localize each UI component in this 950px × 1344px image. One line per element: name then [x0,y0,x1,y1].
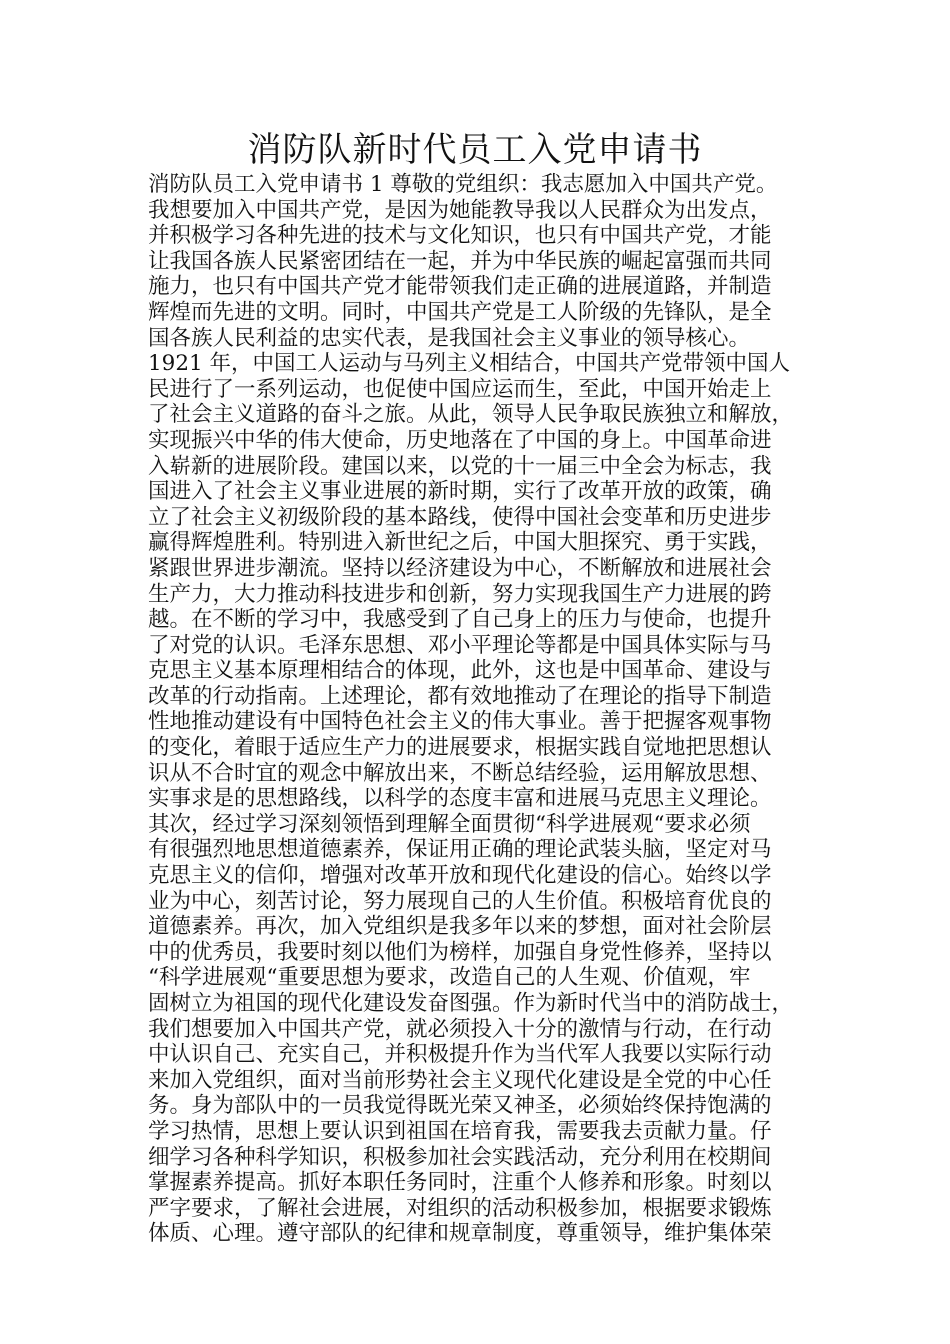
body-line: 立了社会主义初级阶段的基本路线，使得中国社会变革和历史进步 [148,504,772,530]
body-line: 学习热情，思想上要认识到祖国在培育我，需要我去贡献力量。仔 [148,1118,772,1144]
body-line: 生产力，大力推动科技进步和创新，努力实现我国生产力进展的跨 [148,581,772,607]
body-line: “科学进展观“重要思想为要求，改造自己的人生观、价值观，牢 [148,965,751,991]
body-line: 民进行了一系列运动，也促使中国应运而生，至此，中国开始走上 [148,376,772,402]
body-line: 让我国各族人民紧密团结在一起，并为中华民族的崛起富强而共同 [148,248,772,274]
body-line: 消防队员工入党申请书 1 尊敬的党组织：我志愿加入中国共产党。 [148,172,778,197]
body-line: 施力，也只有中国共产党才能带领我们走正确的进展道路，并制造 [148,274,772,300]
body-line: 紧跟世界进步潮流。坚持以经济建设为中心，不断解放和进展社会 [148,555,772,581]
body-line: 1921 年，中国工人运动与马列主义相结合，中国共产党带领中国人 [148,351,791,377]
body-line: 实现振兴中华的伟大使命，历史地落在了中国的身上。中国革命进 [148,427,772,453]
body-line: 识从不合时宜的观念中解放出来，不断总结经验，运用解放思想、 [148,760,772,786]
body-line: 来加入党组织，面对当前形势社会主义现代化建设是全党的中心任 [148,1067,772,1093]
body-line: 务。身为部队中的一员我觉得既光荣又神圣，必须始终保持饱满的 [148,1093,772,1119]
body-line: 掌握素养提高。抓好本职任务同时，注重个人修养和形象。时刻以 [148,1170,772,1196]
body-line: 国进入了社会主义事业进展的新时期，实行了改革开放的政策，确 [148,479,772,505]
body-line: 实事求是的思想路线，以科学的态度丰富和进展马克思主义理论。 [148,786,772,812]
body-line: 了对党的认识。毛泽东思想、邓小平理论等都是中国具体实际与马 [148,632,772,658]
body-line: 了社会主义道路的奋斗之旅。从此，领导人民争取民族独立和解放， [148,402,794,428]
body-line: 改革的行动指南。上述理论，都有效地推动了在理论的指导下制造 [148,683,772,709]
body-line: 严字要求，了解社会进展，对组织的活动积极参加，根据要求锻炼 [148,1195,772,1221]
body-line: 克思主义的信仰，增强对改革开放和现代化建设的信心。始终以学 [148,863,772,889]
body-line: 中的优秀员，我要时刻以他们为榜样，加强自身党性修养，坚持以 [148,939,772,965]
document-title: 消防队新时代员工入党申请书 [247,130,703,170]
body-line: 固树立为祖国的现代化建设发奋图强。作为新时代当中的消防战士， [148,991,794,1016]
document-body [148,172,828,1247]
body-line: 我们想要加入中国共产党，就必须投入十分的激情与行动，在行动 [148,1016,772,1042]
body-line: 辉煌而先进的文明。同时，中国共产党是工人阶级的先锋队，是全 [148,299,772,325]
body-line: 业为中心，刻苦讨论，努力展现自己的人生价值。积极培育优良的 [148,888,772,914]
body-line: 细学习各种科学知识，积极参加社会实践活动，充分利用在校期间 [148,1144,772,1170]
body-line: 赢得辉煌胜利。特别进入新世纪之后，中国大胆探究、勇于实践， [148,530,772,556]
body-line: 体质、心理。遵守部队的纪律和规章制度，尊重领导，维护集体荣 [148,1221,772,1247]
body-line: 道德素养。再次，加入党组织是我多年以来的梦想，面对社会阶层 [148,914,772,940]
body-line: 国各族人民利益的忠实代表，是我国社会主义事业的领导核心。 [148,325,751,351]
body-line: 我想要加入中国共产党，是因为她能教导我以人民群众为出发点， [148,197,772,223]
body-line: 越。在不断的学习中，我感受到了自己身上的压力与使命，也提升 [148,607,772,633]
body-line: 中认识自己、充实自己，并积极提升作为当代军人我要以实际行动 [148,1042,772,1068]
body-line: 并积极学习各种先进的技术与文化知识，也只有中国共产党，才能 [148,223,772,249]
body-line: 其次，经过学习深刻领悟到理解全面贯彻“科学进展观“要求必须 [148,811,751,837]
body-line: 克思主义基本原理相结合的体现，此外，这也是中国革命、建设与 [148,658,772,684]
body-line: 的变化，着眼于适应生产力的进展要求，根据实践自觉地把思想认 [148,735,772,761]
body-line: 性地推动建设有中国特色社会主义的伟大事业。善于把握客观事物 [148,709,772,735]
body-line: 有很强烈地思想道德素养，保证用正确的理论武装头脑，坚定对马 [148,837,772,863]
body-line: 入崭新的进展阶段。建国以来，以党的十一届三中全会为标志，我 [148,453,772,479]
